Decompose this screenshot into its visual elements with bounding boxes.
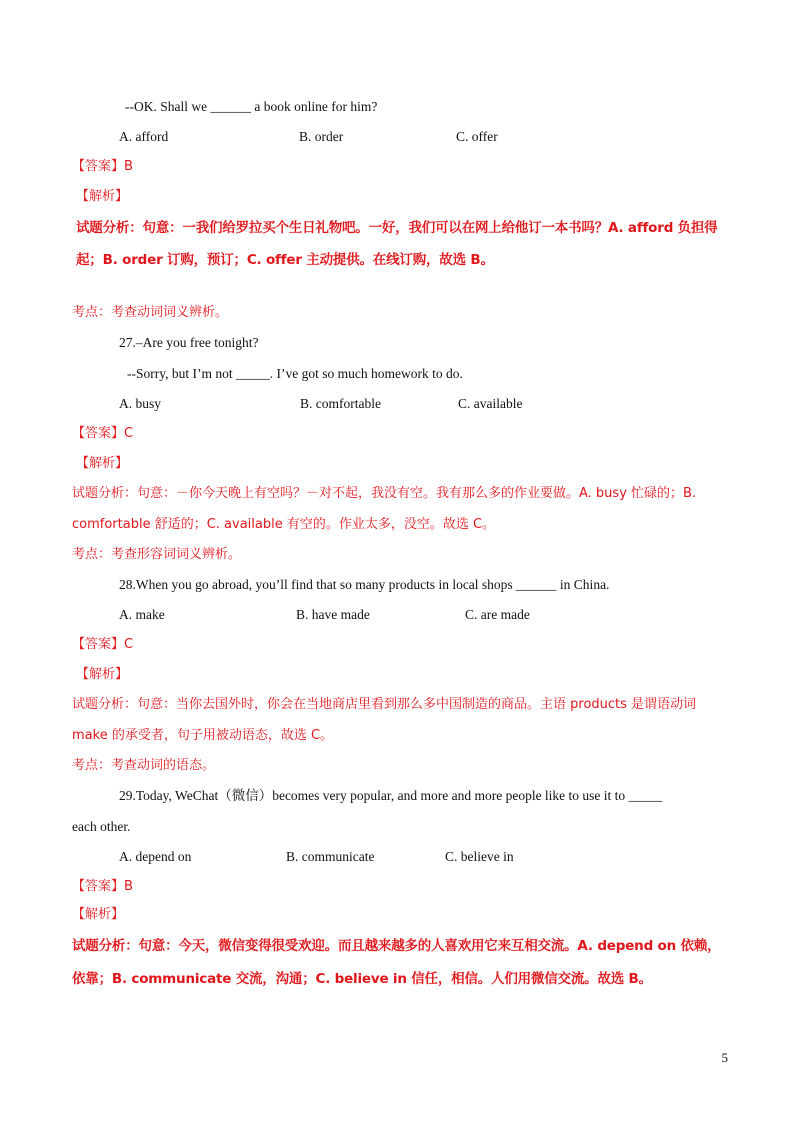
option-c: C. are made [465, 607, 530, 622]
analysis-text: 考点：考查动词词义辨析。 [72, 305, 229, 320]
section-tag: 【解析】 [72, 907, 125, 922]
option-a: A. make [119, 607, 165, 622]
section-tag: 【答案】B [72, 159, 133, 174]
option-b: B. order [299, 129, 344, 144]
option-c: C. available [458, 396, 523, 411]
option-a: A. afford [119, 129, 169, 144]
section-tag: 【解析】 [76, 456, 129, 471]
question-text: --OK. Shall we ______ a book online for him? [125, 99, 378, 114]
section-tag: 【答案】C [72, 637, 134, 652]
option-b: B. have made [296, 607, 370, 622]
analysis-text: 起；B. order 订购，预订；C. offer 主动提供。在线订购，故选 B。 [76, 252, 494, 268]
analysis-text: comfortable 舒适的；C. available 有空的。作业太多，没空。故选 C。 [72, 517, 496, 532]
option-a: A. depend on [119, 849, 192, 864]
section-tag: 【解析】 [76, 189, 129, 204]
option-c: C. offer [456, 129, 498, 144]
option-b: B. comfortable [300, 396, 381, 411]
analysis-text: 试题分析：句意：－你今天晚上有空吗？－对不起，我没有空。我有那么多的作业要做。A. busy 忙碌的；B. [72, 486, 697, 501]
analysis-text: 试题分析：句意：一我们给罗拉买个生日礼物吧。一好，我们可以在网上给他订一本书吗？A. afford 负担得 [76, 220, 718, 236]
analysis-text: make 的承受者，句子用被动语态，故选 C。 [72, 728, 334, 743]
question-text: 27.–Are you free tonight? [119, 335, 259, 350]
analysis-text: 试题分析：句意：当你去国外时，你会在当地商店里看到那么多中国制造的商品。主语 products 是谓语动词 [72, 697, 697, 712]
option-a: A. busy [119, 396, 162, 411]
question-text: each other. [72, 819, 131, 834]
analysis-text: 考点：考查形容词词义辨析。 [72, 547, 242, 562]
section-tag: 【解析】 [76, 667, 129, 682]
option-c: C. believe in [445, 849, 514, 864]
analysis-text: 试题分析：句意：今天，微信变得很受欢迎。而且越来越多的人喜欢用它来互相交流。A. depend on 依赖， [72, 938, 721, 954]
section-tag: 【答案】C [72, 426, 134, 441]
section-tag: 【答案】B [72, 879, 133, 894]
question-text: --Sorry, but I’m not _____. I’ve got so much homework to do. [127, 366, 463, 381]
option-b: B. communicate [286, 849, 375, 864]
analysis-text: 依靠；B. communicate 交流，沟通；C. believe in 信任，相信。人们用微信交流。故选 B。 [72, 971, 652, 987]
analysis-text: 考点：考查动词的语态。 [72, 758, 216, 773]
page-number: 5 [721, 1050, 728, 1065]
question-text: 28.When you go abroad, you’ll find that so many products in local shops ______ in China. [119, 577, 610, 592]
question-text: 29.Today, WeChat（微信）becomes very popular, and more and more people like to use it to _____ [119, 788, 663, 803]
